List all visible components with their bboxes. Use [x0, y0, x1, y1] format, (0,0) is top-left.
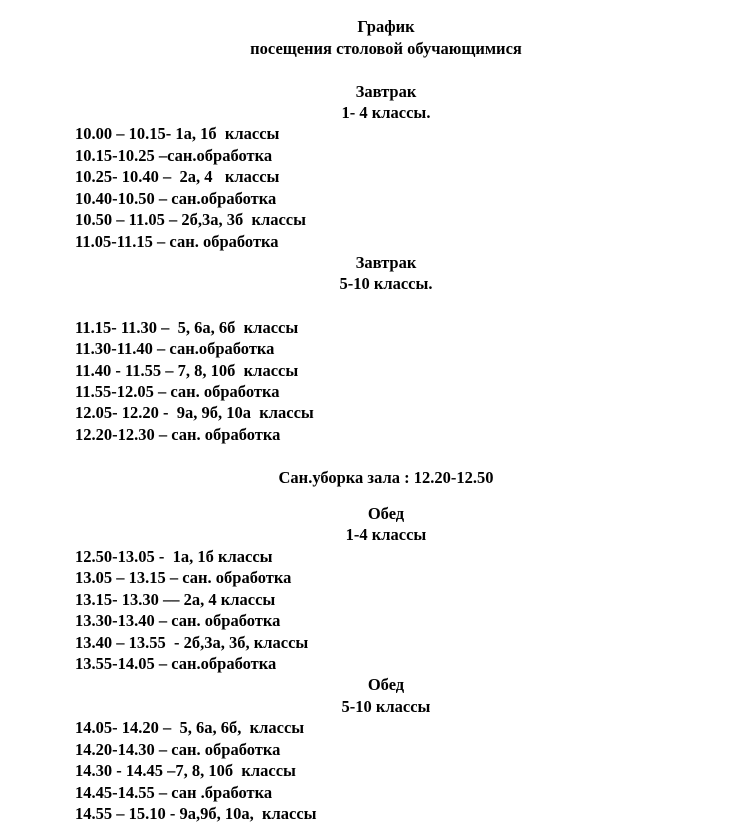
schedule-row: 13.05 – 13.15 – сан. обработка: [75, 568, 292, 587]
document-title: График: [357, 17, 415, 36]
schedule-row: 14.45-14.55 – сан .бработка: [75, 783, 273, 802]
schedule-row: 11.55-12.05 – сан. обработка: [75, 382, 280, 401]
section-heading: Завтрак: [355, 253, 417, 272]
schedule-row: 10.00 – 10.15- 1а, 1б классы: [75, 124, 280, 143]
section-group: 1-4 классы: [345, 525, 427, 544]
schedule-row: 14.20-14.30 – сан. обработка: [75, 740, 281, 759]
section-heading: Обед: [367, 504, 405, 523]
schedule-row: 11.05-11.15 – сан. обработка: [75, 232, 279, 251]
section-group: 5-10 классы: [341, 697, 431, 716]
schedule-row: 11.40 - 11.55 – 7, 8, 10б классы: [75, 361, 299, 380]
schedule-row: 10.50 – 11.05 – 2б,3а, 3б классы: [75, 210, 307, 229]
section-heading: Завтрак: [355, 82, 417, 101]
schedule-row: 13.40 – 13.55 - 2б,3а, 3б, классы: [75, 633, 309, 652]
schedule-row: 14.30 - 14.45 –7, 8, 10б классы: [75, 761, 296, 780]
schedule-row: 12.05- 12.20 - 9а, 9б, 10а классы: [75, 403, 314, 422]
document-subtitle: посещения столовой обучающимися: [250, 39, 522, 58]
schedule-row: 13.55-14.05 – сан.обработка: [75, 654, 277, 673]
schedule-row: 14.05- 14.20 – 5, 6а, 6б, классы: [75, 718, 305, 737]
schedule-row: 12.50-13.05 - 1а, 1б классы: [75, 547, 273, 566]
schedule-row: 10.15-10.25 –сан.обработка: [75, 146, 273, 165]
cleaning-line: Сан.уборка зала : 12.20-12.50: [278, 468, 494, 487]
section-heading: Обед: [367, 675, 405, 694]
schedule-row: 10.40-10.50 – сан.обработка: [75, 189, 277, 208]
schedule-row: 11.30-11.40 – сан.обработка: [75, 339, 275, 358]
section-group: 1- 4 классы.: [341, 103, 431, 122]
schedule-row: 12.20-12.30 – сан. обработка: [75, 425, 281, 444]
schedule-row: 13.30-13.40 – сан. обработка: [75, 611, 281, 630]
section-group: 5-10 классы.: [339, 274, 433, 293]
schedule-row: 13.15- 13.30 –– 2а, 4 классы: [75, 590, 276, 609]
schedule-row: 11.15- 11.30 – 5, 6а, 6б классы: [75, 318, 299, 337]
schedule-row: 10.25- 10.40 – 2а, 4 классы: [75, 167, 280, 186]
schedule-row: 14.55 – 15.10 - 9а,9б, 10а, классы: [75, 804, 317, 823]
